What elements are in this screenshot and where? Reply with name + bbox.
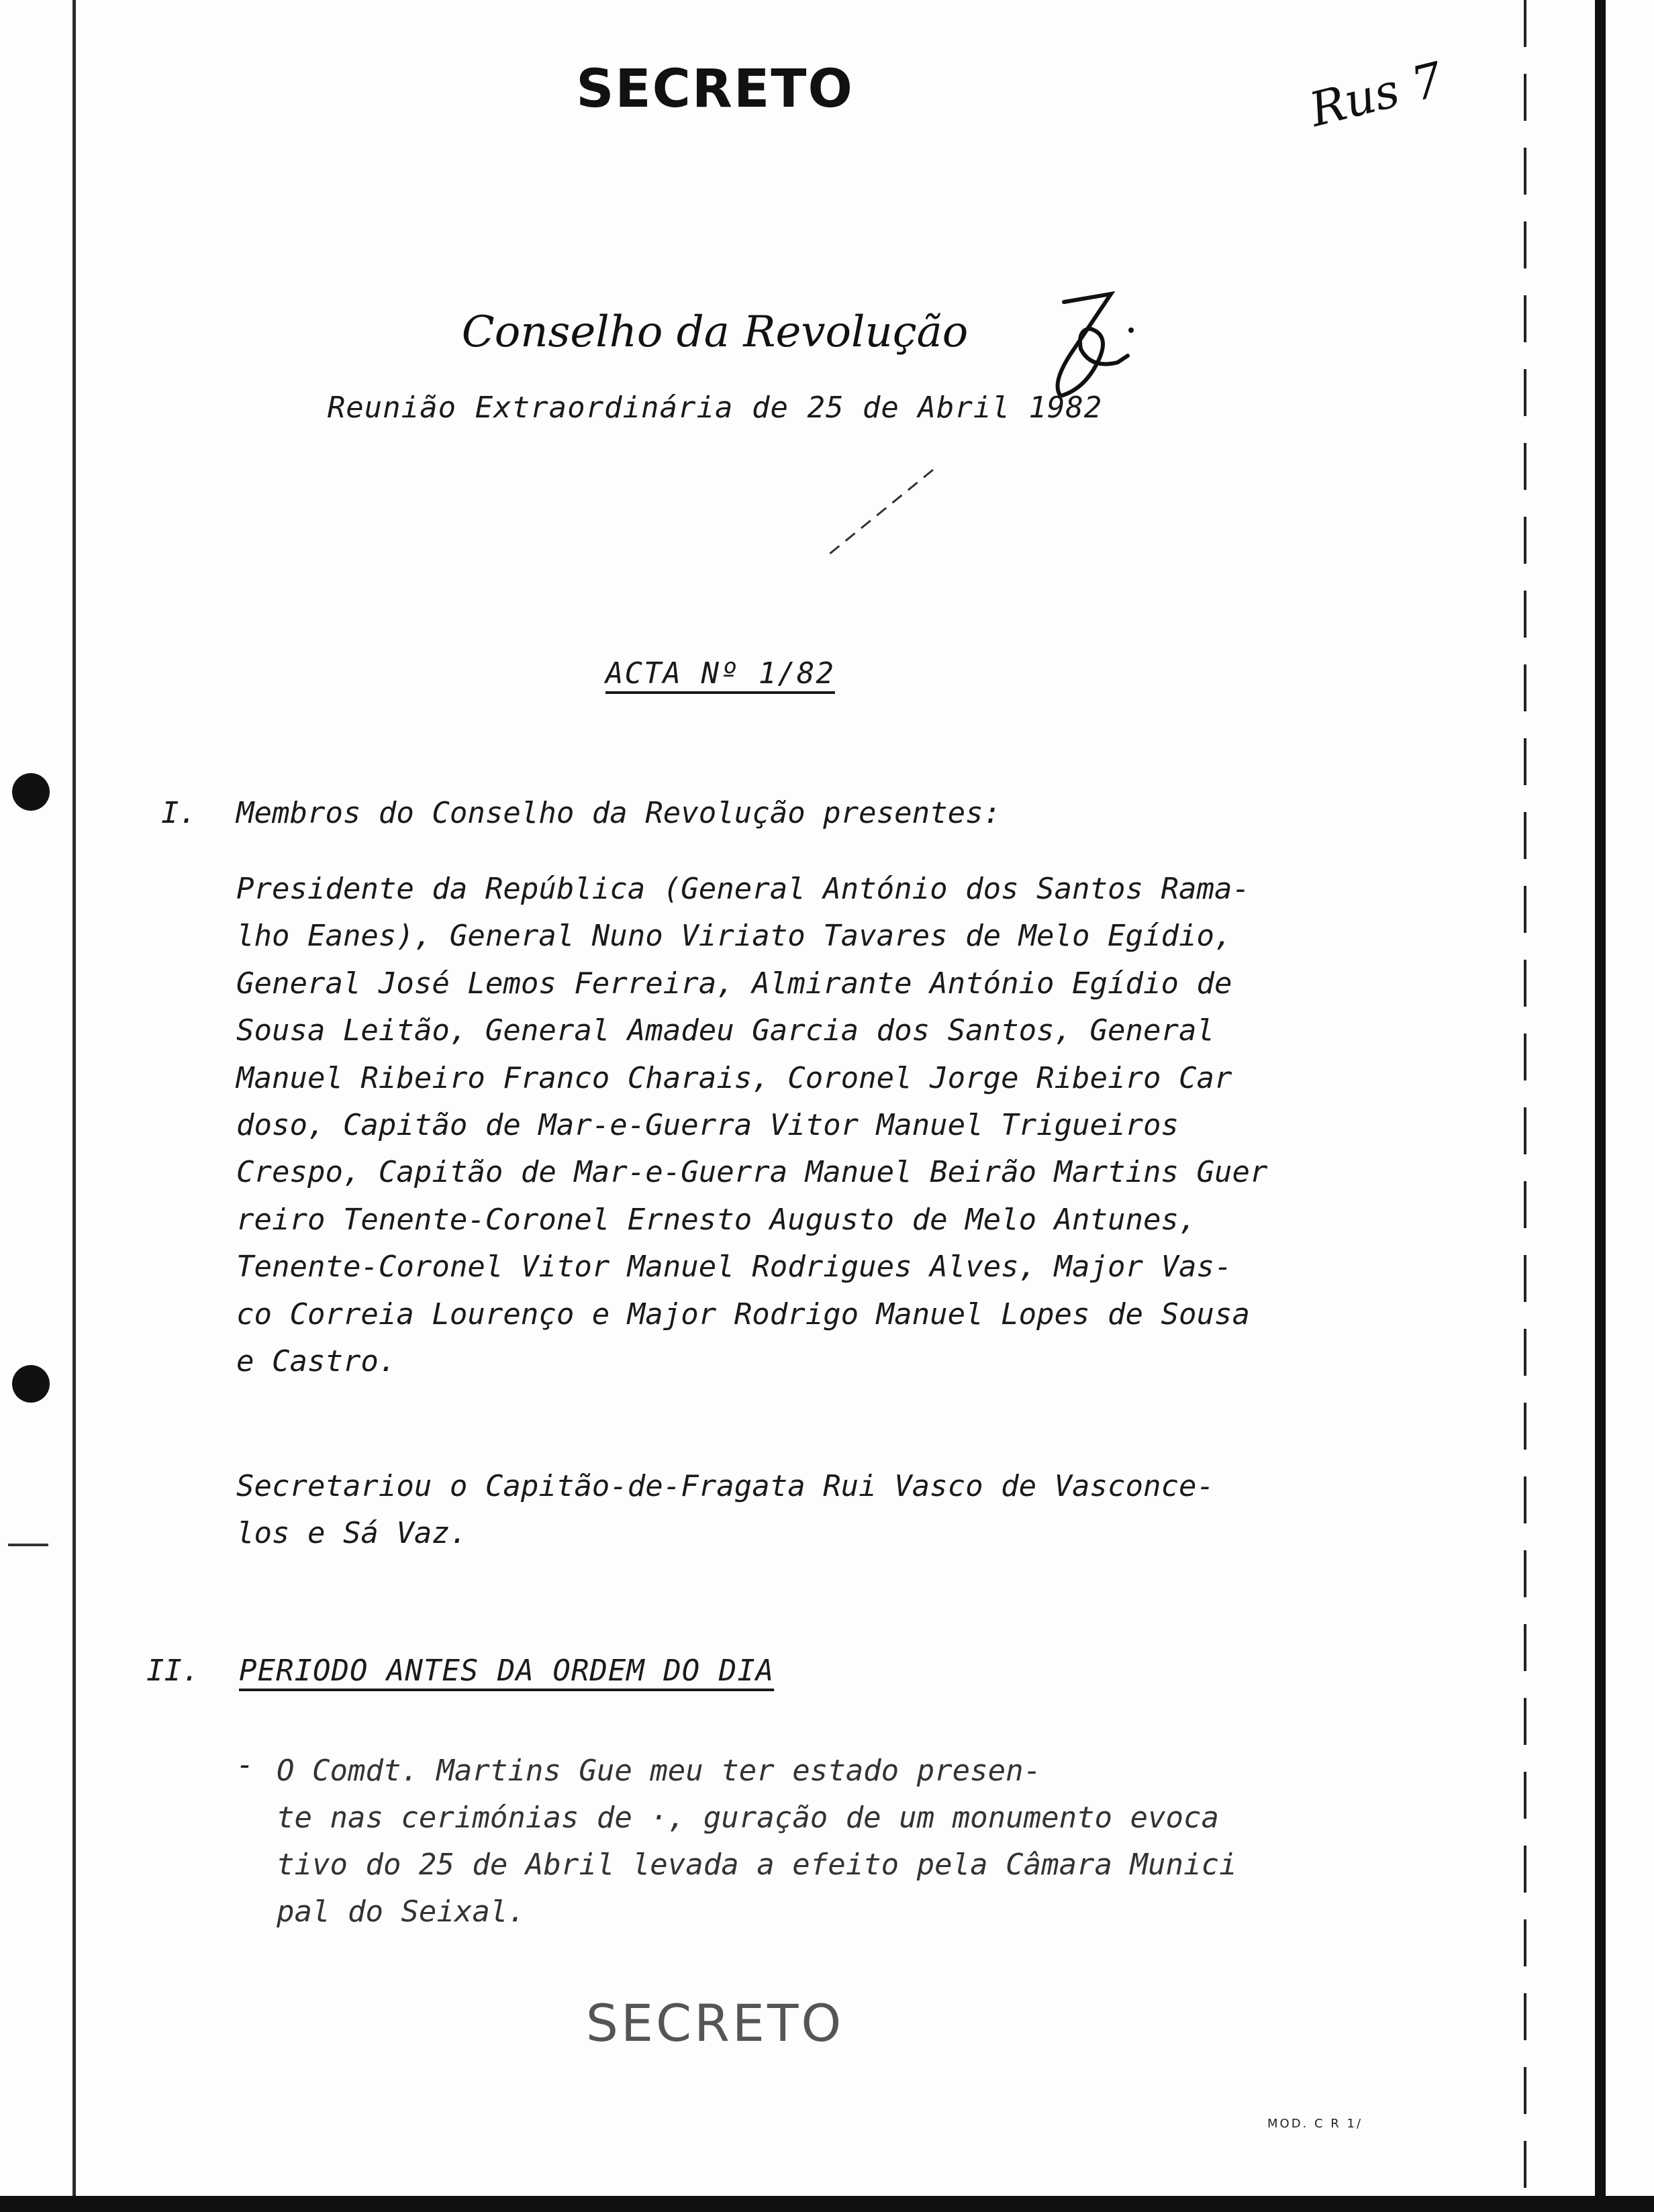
signature-mark xyxy=(1037,289,1138,403)
members-line: Manuel Ribeiro Franco Charais, Coronel Jorge Ribeiro Car xyxy=(236,1060,1232,1095)
scan-bottom-border xyxy=(0,2196,1654,2212)
item-bullet-dash: - xyxy=(236,1748,254,1782)
section-2-number: II. xyxy=(146,1654,200,1688)
section-1-number: I. xyxy=(161,796,197,830)
classification-top: SECRETO xyxy=(576,59,854,119)
agenda-item-line: tivo do 25 de Abril levada a efeito pela Câmara Munici xyxy=(277,1848,1237,1882)
members-line: e Castro. xyxy=(236,1344,397,1379)
scan-right-border xyxy=(1595,0,1606,2212)
agenda-item-line: O Comdt. Martins Gue meu ter estado presen- xyxy=(277,1754,1042,1788)
secretary-line: Secretariou o Capitão-de-Fragata Rui Vasco de Vasconce- xyxy=(236,1469,1214,1503)
agenda-item-line: te nas cerimónias de ·, guração de um monumento evoca xyxy=(277,1801,1219,1835)
scan-edge-mark xyxy=(8,1544,48,1546)
agenda-item-line: pal do Seixal. xyxy=(277,1895,526,1929)
members-line: General José Lemos Ferreira, Almirante António Egídio de xyxy=(236,966,1232,1001)
section-1-heading: Membros do Conselho da Revolução presentes: xyxy=(236,796,1002,830)
members-line: Crespo, Capitão de Mar-e-Guerra Manuel Beirão Martins Guer xyxy=(236,1155,1268,1190)
council-title: Conselho da Revolução xyxy=(461,307,969,357)
punch-hole-lower xyxy=(12,1365,50,1403)
agenda-item-paragraph xyxy=(277,1748,1297,1936)
meeting-date-line: Reunião Extraordinária de 25 de Abril 1982 xyxy=(327,391,1103,425)
classification-bottom: SECRETO xyxy=(585,1993,844,2053)
members-line: Tenente-Coronel Vitor Manuel Rodrigues Alves, Major Vas- xyxy=(236,1250,1232,1285)
form-code: MOD. C R 1/ xyxy=(1267,2117,1363,2131)
secretary-line: los e Sá Vaz. xyxy=(236,1516,468,1550)
punch-hole-upper xyxy=(12,773,50,811)
section-2-heading: PERIODO ANTES DA ORDEM DO DIA xyxy=(239,1654,775,1688)
members-line: Presidente da República (General António dos Santos Rama- xyxy=(236,872,1250,906)
members-line: reiro Tenente-Coronel Ernesto Augusto de Melo Antunes, xyxy=(236,1202,1197,1237)
secretary-paragraph xyxy=(236,1463,1297,1557)
scan-right-dashed-edge xyxy=(1524,0,1526,2212)
members-line: doso, Capitão de Mar-e-Guerra Vitor Manuel Trigueiros xyxy=(236,1108,1179,1143)
pen-stroke-mark xyxy=(819,463,940,564)
members-paragraph xyxy=(236,866,1297,1385)
handwritten-initials: Rus 7 xyxy=(1304,51,1449,138)
acta-number: ACTA Nº 1/82 xyxy=(605,656,835,691)
members-line: lho Eanes), General Nuno Viriato Tavares de Melo Egídio, xyxy=(236,919,1232,954)
members-line: Sousa Leitão, General Amadeu Garcia dos Santos, General xyxy=(236,1013,1214,1048)
members-line: co Correia Lourenço e Major Rodrigo Manuel Lopes de Sousa xyxy=(236,1297,1250,1331)
